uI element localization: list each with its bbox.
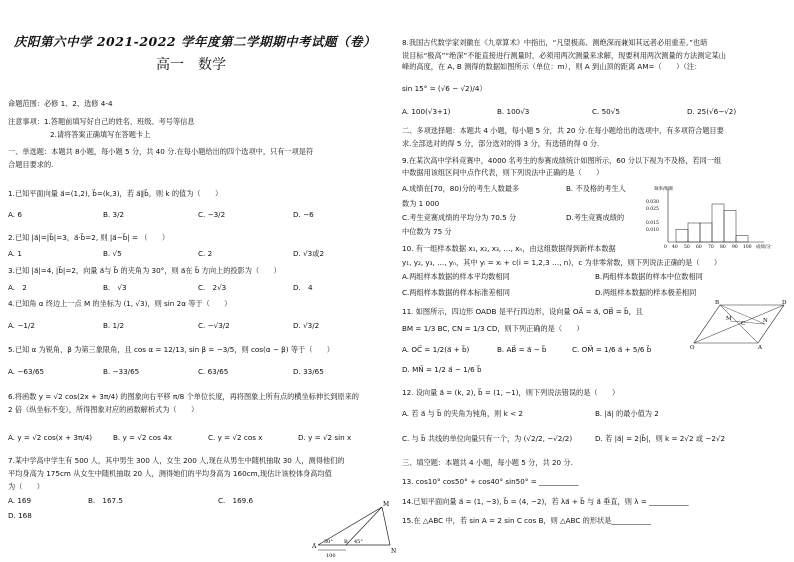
- q6-option-b: B. y = √2 cos 4x: [113, 433, 172, 442]
- q7-option-d: D. 168: [8, 511, 32, 520]
- q9-option-c: C.考生竞赛成绩的平均分为 70.5 分: [402, 213, 517, 222]
- q1-option-d: D. −6: [293, 210, 314, 219]
- histogram-bar: [688, 223, 700, 242]
- exam-subject: 高一 数学: [156, 57, 226, 73]
- q12-option-a: A. 若 a⃗ 与 b⃗ 的夹角为钝角，则 k < 2: [402, 409, 523, 418]
- hist-xtick-70: 70: [708, 245, 714, 250]
- question-10-line-2: y₁, y₂, y₃, …, yₙ，其中 yᵢ = xᵢ + c(i = 1,2,3 …, n)，c 为非零常数，则下列说法正确的是（ ）: [402, 258, 722, 267]
- q8-option-d: D. 25(√6−√2): [687, 107, 737, 116]
- q11-option-d: D. MN⃗ = 1/2 a⃗ − 1/6 b⃗: [402, 365, 482, 374]
- hist-xtick-50: 50: [684, 245, 690, 250]
- question-11: 11. 如图所示，四边形 OADB 是平行四边形，设向量 OA⃗ = a⃗, OB⃗ = b⃗，且: [402, 307, 643, 316]
- hist-ytick-030: 0.030: [646, 200, 659, 205]
- histogram-figure: [646, 184, 794, 256]
- question-11-line-2: BM = 1/3 BC, CN = 1/3 CD，则下列正确的是（ ）: [402, 324, 584, 333]
- q1-option-a: A. 6: [8, 210, 22, 219]
- question-6: 6.将函数 y = √2 cos(2x + 3π/4) 的图象向右平移 π/8 个单位长度，再将图象上所有点的横坐标伸长到原来的: [8, 392, 359, 401]
- q9-option-b: B. 不及格的考生人: [566, 184, 626, 193]
- histogram-bar: [700, 223, 712, 242]
- q1-option-b: B. 3/2: [103, 210, 125, 219]
- q4-option-c: C. −√3/2: [198, 321, 230, 330]
- q10-option-c: C.两组样本数据的样本标准差相同: [402, 288, 510, 297]
- question-10: 10. 有一组样本数据 x₁, x₂, x₃, …, xₙ，由这组数据得到新样本数据: [402, 244, 616, 253]
- q5-option-a: A. −63/65: [8, 367, 45, 376]
- question-15: 15.在 △ABC 中，若 sin A = 2 sin C cos B，则 △ABC 的形状是___________: [402, 516, 651, 525]
- question-3: 3.已知 |a⃗|=4, |b⃗|=2，向量 a⃗与 b⃗ 的夹角为 30°，则 a⃗在 b⃗ 方向上的投影为（ ）: [8, 266, 281, 275]
- q2-option-a: A. 1: [8, 249, 22, 258]
- histogram-bar: [724, 210, 736, 242]
- question-8-line-3: 峰的高度，在 A, B 测得的数据如图所示（单位：m），则 A 到山顶的距离 AM=（ ）（注：: [402, 62, 702, 71]
- question-4: 4.已知角 α 终边上一点 M 的坐标为 (1, √3)，则 sin 2α 等于（ ）: [8, 299, 232, 308]
- question-9: 9.在某次高中学科竞赛中，4000 名考生的参赛成绩统计如图所示，60 分以下视为不及格，若同一组: [402, 156, 722, 165]
- question-9-line-2: 中数据用该组区间中点作代表，则下列说法中正确的是（ ）: [402, 168, 604, 177]
- q5-option-d: D. 33/65: [293, 367, 324, 376]
- q8-option-a: A. 100(√3+1): [402, 107, 451, 116]
- hist-xtick-100: 100: [743, 245, 752, 250]
- hist-ytick-015: 0.015: [646, 221, 659, 226]
- q6-option-a: A. y = √2 cos(x + 3π/4): [8, 433, 93, 442]
- hist-xtick-80: 80: [720, 245, 726, 250]
- q9-option-d-cont: 中位数为 75 分: [402, 227, 452, 236]
- q10-option-b: B.两组样本数据的样本中位数相同: [595, 272, 703, 281]
- hist-ytick-010: 0.010: [646, 228, 659, 233]
- hist-ytick-025: 0.025: [646, 207, 659, 212]
- question-6-line-2: 2 倍（纵坐标不变），所得图象对应的函数解析式为（ ）: [8, 405, 199, 414]
- q4-option-d: D. √3/2: [293, 321, 320, 330]
- q6-option-c: C. y = √2 cos x: [208, 433, 263, 442]
- q12-option-b: B. |a⃗| 的最小值为 2: [595, 409, 659, 418]
- q11-option-b: B. AB⃗ = a⃗ − b⃗: [497, 345, 547, 354]
- fig11-label-n: N: [763, 318, 768, 324]
- histogram-bar: [736, 236, 748, 242]
- histogram-bar: [712, 204, 724, 242]
- q8-option-b: B. 100√3: [497, 107, 530, 116]
- q11-option-c: C. OM⃗ = 1/6 a⃗ + 5/6 b⃗: [572, 345, 652, 354]
- q5-option-b: B. −33/65: [103, 367, 140, 376]
- q7-option-b: B. 167.5: [88, 496, 123, 505]
- question-14: 14.已知平面向量 a⃗ = (1, −3), b⃗ = (4, −2)，若 λa⃗ + b⃗ 与 a⃗ 垂直，则 λ = ___________: [402, 497, 689, 506]
- section-1-title: 一、单选题：本题共 8小题，每小题 5 分，共 40 分.在每小题给出的四个选项中，只有一项是符: [8, 147, 314, 156]
- fig-label-m: M: [383, 501, 390, 508]
- q8-option-c: C. 50√5: [592, 107, 620, 116]
- fig-label-n: N: [391, 548, 397, 555]
- q4-option-a: A. −1/2: [8, 321, 35, 330]
- parallelogram-figure: [690, 299, 788, 349]
- q4-option-b: B. 1/2: [103, 321, 125, 330]
- hist-xtick-60: 60: [696, 245, 702, 250]
- q3-option-d: D. 4: [293, 283, 313, 292]
- exam-header: 庆阳第六中学 2021-2022 学年度第二学期期中考试题（卷）: [14, 34, 376, 49]
- section-2-title: 二、多项选择题：本题共 4 小题，每小题 5 分，共 20 分.在每小题给出的选项中，有多项符合题目要: [402, 126, 724, 135]
- triangle-figure: [308, 498, 398, 562]
- left-column: [8, 0, 397, 562]
- fig11-label-d: D: [782, 300, 787, 306]
- question-7: 7.某中学高中学生有 500 人，其中男生 300 人，女生 200 人,现在从男生中随机抽取 30 人，测得他们的: [8, 456, 345, 465]
- section-1-title-2: 合题目要求的.: [8, 160, 54, 169]
- q3-option-a: A. 2: [8, 283, 27, 292]
- q7-option-c: C. 169.6: [218, 496, 254, 505]
- q3-option-c: C. 2√3: [198, 283, 227, 292]
- question-13: 13. cos10° cos50° + cos40° sin50° = ___________: [402, 477, 579, 486]
- question-7-line-3: 为（ ）: [8, 482, 44, 491]
- q11-option-a: A. OC⃗ = 1/2(a⃗ + b⃗): [402, 345, 470, 354]
- hist-xtick-40: 40: [672, 245, 678, 250]
- q9-option-a: A.成绩在[70，80)分的考生人数最多: [402, 184, 520, 193]
- fig-length-100: 100: [326, 553, 336, 559]
- q10-option-d: D.两组样本数据的样本极差相同: [595, 288, 697, 297]
- question-5: 5.已知 α 为锐角，β 为第三象限角，且 cos α = 12/13, sin β = −3/5，则 cos(α − β) 等于（ ）: [8, 345, 334, 354]
- scope-line: 命题范围：必修 1、2、选修 4-4: [8, 99, 113, 108]
- q2-option-b: B. √5: [103, 249, 122, 258]
- fig11-label-b: B: [715, 300, 720, 306]
- notice-line-2: 2.请将答案正确填写在答题卡上: [50, 130, 151, 139]
- hist-ylabel: 频率/组距: [654, 187, 674, 192]
- hist-xtick-90: 90: [732, 245, 738, 250]
- fig-angle-45: 45°: [354, 539, 363, 545]
- question-8-line-4: sin 15° = (√6 − √2)/4）: [402, 84, 487, 93]
- section-2-title-2: 求.全部选对的得 5 分，部分选对的得 3 分，有选错的得 0 分.: [402, 139, 600, 148]
- fig11-label-o: O: [690, 345, 695, 349]
- fig11-label-c: C: [741, 321, 746, 327]
- question-1: 1.已知平面向量 a⃗=(1,2), b⃗=(k,3)，若 a⃗∥b⃗，则 k 的值为（ ）: [8, 189, 223, 198]
- q5-option-c: C. 63/65: [198, 367, 229, 376]
- q12-option-d: D. 若 |a⃗| = 2|b⃗|，则 k = 2√2 或 −2√2: [595, 434, 726, 443]
- q6-option-d: D. y = √2 sin x: [298, 433, 352, 442]
- fig-angle-30: 30°: [324, 539, 333, 545]
- hist-xtick-0: 0: [664, 245, 667, 250]
- question-8-line-2: 说目标“极高”“绝深”不能直接进行测量时，必须用两次测量来求解，现要利用两次测量的方法测定某山: [402, 51, 726, 60]
- question-2: 2.已知 |a⃗|=|b⃗|=3，a⃗·b⃗=2, 则 |a⃗−b⃗| = （ ）: [8, 233, 170, 242]
- fig-label-b: B: [344, 539, 348, 545]
- fig11-label-m: M: [726, 316, 732, 322]
- question-7-line-2: 平均身高为 175cm 从女生中随机抽取 20 人，测得她们的平均身高为 160cm,现估计该校体身高均值: [8, 469, 332, 478]
- q7-option-a: A. 169: [8, 496, 32, 505]
- section-3-title: 三、填空题：本题共 4 小题，每小题 5 分，共 20 分.: [402, 458, 573, 467]
- q9-option-d: D.考生竞赛成绩的: [566, 213, 625, 222]
- notice-line: 注意事项：1.答题前填写好自己的姓名、班级、考号等信息: [8, 117, 195, 126]
- q9-option-b-cont: 数为 1 000: [402, 199, 440, 208]
- q2-option-d: D. √3或2: [293, 249, 325, 258]
- fig-label-a: A: [312, 543, 317, 550]
- fig11-label-a: A: [758, 345, 762, 349]
- hist-xlabel: 成绩/分: [756, 245, 772, 250]
- question-12: 12. 设向量 a⃗ = (k, 2), b⃗ = (1, −1)，则下列说法错误的是（ ）: [402, 388, 620, 397]
- q3-option-b: B. √3: [103, 283, 127, 292]
- histogram-bar: [676, 229, 688, 242]
- question-8: 8.我国古代数学家刘徽在《九章算术》中指出，“凡望极高、测绝深而兼知其远者必用重差。”也暗: [402, 38, 708, 47]
- q12-option-c: C. 与 b⃗ 共线的单位向量只有一个，为 (√2/2, −√2/2): [402, 434, 573, 443]
- q1-option-c: C. −3/2: [198, 210, 226, 219]
- right-column: [402, 0, 788, 562]
- q10-option-a: A.两组样本数据的样本平均数相同: [402, 272, 510, 281]
- q2-option-c: C. 2: [198, 249, 213, 258]
